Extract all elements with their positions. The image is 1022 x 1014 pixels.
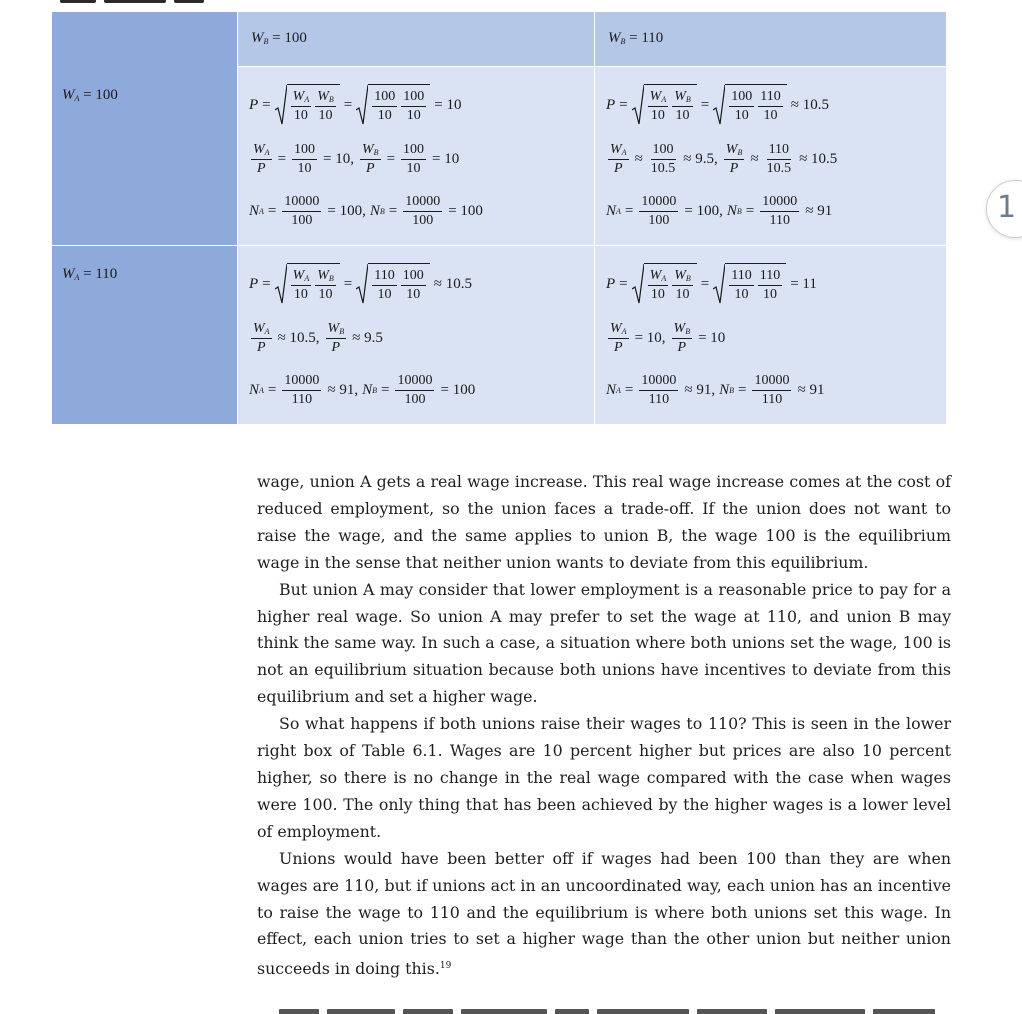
paragraph: wage, union A gets a real wage increase. This real wage increase comes at the cost of reduced employment, so the union faces a trade-off. If the union does not want to raise the wage, and the same applies to union B, the wage 100 is the equilibrium wage in the sense that neither union wants to deviate from this equilibrium.: [257, 472, 951, 572]
row-header-wa-100: $W_A = 100$: [52, 67, 238, 246]
next-line-fragment: [257, 1009, 951, 1014]
price-equation: P = $\frac{W_A}{10}$ $\frac{W_B}{10}$ = $\frac{110}{10}$ $\frac{110}{10}$ = 11: [606, 256, 946, 312]
body-text: [257, 469, 951, 983]
cell-wa100-wb110: [595, 67, 947, 246]
paragraph: But union A may consider that lower employment is a reasonable price to pay for a higher real wage. So union A may prefer to set the wage at 110, and union B may think the same way. In such a case, a situation where both unions set the wage, 100 is not an equilibrium situation because both unions have incentives to deviate from this equilibrium and set a higher wage.: [257, 579, 951, 707]
price-equation: P = $\frac{W_A}{10}$ $\frac{W_B}{10}$ = $\frac{110}{10}$ $\frac{100}{10}$ ≈ 10.5: [249, 256, 594, 312]
real-wage-equation: $\frac{W_A}{P}$ ≈ $\frac{100}{10.5}$ ≈ 9.5, $\frac{W_B}{P}$ ≈ $\frac{110}{10.5}$ ≈ 10.5: [610, 141, 838, 176]
col-header-wb-100: $W_B = 100$: [238, 12, 595, 67]
col-header-wb-110: $W_B = 110$: [595, 12, 947, 67]
paragraph: So what happens if both unions raise their wages to 110? This is seen in the lower right box of Table 6.1. Wages are 10 percent higher but prices are also 10 percent higher, so there is no change in the real wage compared with the case when wages were 100. The only thing that has been achieved by the higher wages is a lower level of employment.: [257, 714, 951, 841]
table-corner: [52, 12, 238, 67]
real-wage-equation: $\frac{W_A}{P}$ = $\frac{100}{10}$ = 10, $\frac{W_B}{P}$ = $\frac{100}{10}$ = 10: [253, 141, 460, 176]
paragraph: Unions would have been better off if wages had been 100 than they are when wages are 110, but if unions act in an uncoordinated way, each union has an incentive to raise the wage to 110 and the equilibrium is where both unions set this wage. In effect, each union tries to set a higher wage than the other union but neither union succeeds in doing this.$^{19}$: [257, 848, 951, 979]
footnote-ref[interactable]: 19: [439, 961, 452, 972]
cell-wa110-wb110: [595, 246, 947, 425]
previous-text-fragment: [0, 0, 1022, 8]
employment-equation: N A = $\frac{10000}{100}$ = 100, N B = $\frac{10000}{100}$ = 100: [249, 193, 483, 228]
real-wage-equation: $\frac{W_A}{P}$ = 10, $\frac{W_B}{P}$ = 10: [610, 320, 726, 355]
price-equation: P = $\frac{W_A}{10}$ $\frac{W_B}{10}$ = $\frac{100}{10}$ $\frac{100}{10}$ = 10: [249, 77, 594, 133]
row-header-wa-110: $W_A = 110$: [52, 246, 238, 425]
employment-equation: N A = $\frac{10000}{100}$ = 100, N B = $\frac{10000}{110}$ ≈ 91: [606, 193, 833, 228]
employment-equation: N A = $\frac{10000}{110}$ ≈ 91, N B = $\frac{10000}{110}$ ≈ 91: [606, 372, 825, 407]
real-wage-equation: $\frac{W_A}{P}$ ≈ 10.5, $\frac{W_B}{P}$ ≈ 9.5: [253, 320, 383, 355]
page-number-badge[interactable]: 1: [986, 180, 1022, 238]
wage-setting-table: [52, 12, 946, 424]
cell-wa100-wb100: [238, 67, 595, 246]
cell-wa110-wb100: [238, 246, 595, 425]
employment-equation: N A = $\frac{10000}{110}$ ≈ 91, N B = $\frac{10000}{100}$ = 100: [249, 372, 476, 407]
price-equation: P = $\frac{W_A}{10}$ $\frac{W_B}{10}$ = $\frac{100}{10}$ $\frac{110}{10}$ ≈ 10.5: [606, 77, 946, 133]
